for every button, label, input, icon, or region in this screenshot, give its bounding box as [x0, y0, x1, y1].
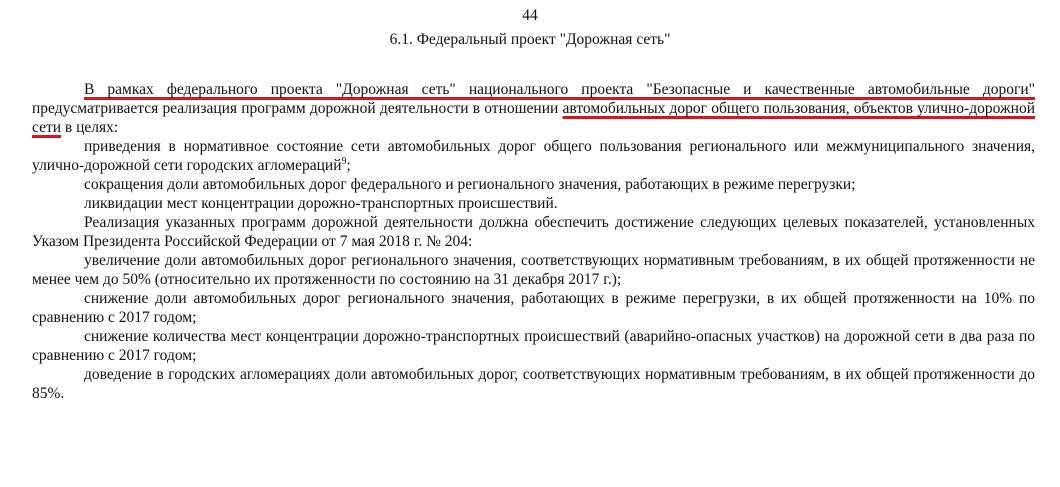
- paragraph-goal-normative-state: [32, 137, 1035, 175]
- paragraph-text: увеличение доли автомобильных дорог регионального значения, соответствующих нормативным требованиям, в их общей протяженности не менее чем до 50% (относительно их протяженности по состоянию на 31 декабря 2017 г.);: [32, 252, 1035, 288]
- paragraph-text: приведения в нормативное состояние сети автомобильных дорог общего пользования регионального или межмуниципального значения, улично-дорожной сети городских агломераций: [32, 138, 1035, 174]
- paragraph-text: Реализация указанных программ дорожной деятельности должна обеспечить достижение следующих целевых показателей, установленных Указом Президента Российской Федерации от 7 мая 2018 г. № 204:: [32, 214, 1035, 250]
- page-number: 44: [522, 7, 538, 24]
- paragraph-text: снижение доли автомобильных дорог регионального значения, работающих в режиме перегрузки, в их общей протяженности на 10% по сравнению с 2017 годом;: [32, 290, 1035, 326]
- paragraph-text: сокращения доли автомобильных дорог федерального и регионального значения, работающих в режиме перегрузки;: [84, 176, 856, 193]
- section-title: 6.1. Федеральный проект "Дорожная сеть": [389, 31, 671, 48]
- paragraph-text: предусматривается реализация программ дорожной деятельности в отношении: [32, 100, 563, 117]
- paragraph-targets-intro: [32, 213, 1035, 251]
- paragraph-goal-overload: [32, 175, 1035, 194]
- highlighted-phrase-roads: автомобильных дорог общего пользования, объектов улично-дорожной сети: [32, 100, 1036, 136]
- paragraph-target-accident-sites: [32, 327, 1035, 365]
- paragraph-target-agglomerations: [32, 365, 1035, 403]
- highlighted-phrase-project-name: В рамках федерального проекта "Дорожная сеть" национального проекта "Безопасные и качественные автомобильные дороги": [84, 81, 1035, 98]
- footnote-marker: 9: [341, 155, 347, 167]
- paragraph-goal-accidents: [32, 194, 1035, 213]
- paragraph-target-regional-roads: [32, 251, 1035, 289]
- document-body: [32, 80, 1035, 403]
- paragraph-text: снижение количества мест концентрации дорожно-транспортных происшествий (аварийно-опасных участков) на дорожной сети в два раза по сравнению с 2017 годом;: [32, 328, 1035, 364]
- paragraph-intro: [32, 80, 1035, 137]
- paragraph-text: в целях:: [61, 119, 119, 136]
- paragraph-text-tail: ;: [346, 157, 351, 174]
- paragraph-text: доведение в городских агломерациях доли автомобильных дорог, соответствующих нормативным требованиям, в их общей протяженности до 85%.: [32, 366, 1035, 402]
- paragraph-text: ликвидации мест концентрации дорожно-транспортных происшествий.: [84, 195, 558, 212]
- paragraph-target-overload: [32, 289, 1035, 327]
